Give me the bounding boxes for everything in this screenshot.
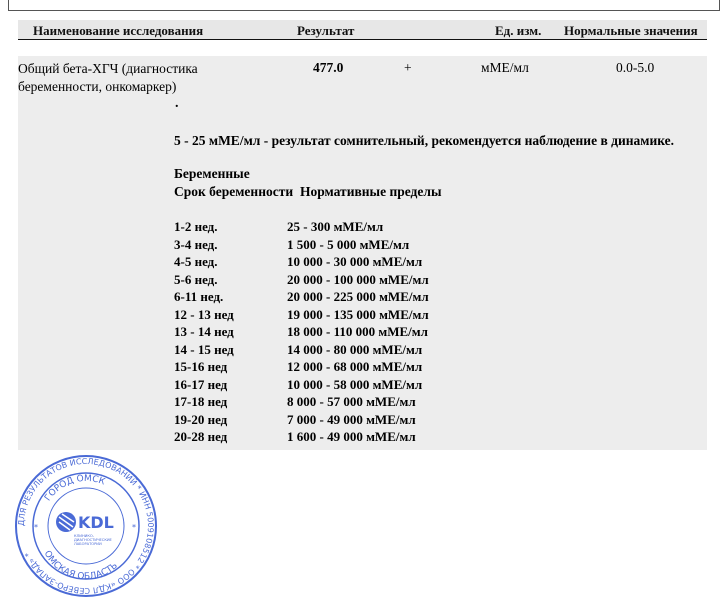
norm-range: 25 - 300 мМЕ/мл [287, 219, 384, 234]
header-name: Наименование исследования [33, 23, 204, 38]
column-term: Срок беременности [174, 184, 294, 199]
kdl-logo-icon [56, 512, 76, 532]
stamp-brand: KDL [78, 513, 114, 532]
stamp-inner-bottom: ОМСКАЯ ОБЛАСТЬ [41, 549, 120, 583]
stamp-sub3: ЛАБОРАТОРИИ [74, 542, 102, 546]
norm-range: 1 600 - 49 000 мМЕ/мл [287, 429, 416, 444]
test-name [18, 60, 218, 96]
norm-range: 18 000 - 110 000 мМЕ/мл [287, 324, 428, 339]
norm-range: 8 000 - 57 000 мМЕ/мл [287, 394, 416, 409]
stamp-sub2: ДИАГНОСТИЧЕСКИЕ [74, 538, 112, 542]
header-norm: Нормальные значения [564, 23, 698, 38]
norm-range: 20 000 - 225 000 мМЕ/мл [287, 289, 429, 304]
test-name-line2: беременности, онкомаркер) [18, 79, 177, 94]
norm-term: 17-18 нед [174, 394, 228, 409]
norm-term: 14 - 15 нед [174, 341, 234, 357]
bullet-dot: . [175, 96, 179, 111]
table-header [18, 20, 707, 40]
test-result: 477.0 [313, 60, 344, 75]
stamp-sub1: КЛИНИКО- [74, 534, 95, 538]
norm-range: 7 000 - 49 000 мМЕ/мл [287, 411, 416, 427]
norm-term: 16-17 нед [174, 376, 228, 392]
test-unit: мМЕ/мл [481, 60, 529, 75]
norm-range: 19 000 - 135 000 мМЕ/мл [287, 306, 429, 322]
norm-term: 3-4 нед. [174, 236, 218, 252]
norm-range: 1 500 - 5 000 мМЕ/мл [287, 236, 410, 252]
stamp-outer-text: ДЛЯ РЕЗУЛЬТАТОВ ИССЛЕДОВАНИЙ * ИНН 5009108512 * ООО «КДЛ СЕВЕРО-ЗАПАД» * [16, 456, 156, 596]
norm-term: 6-11 нед. [174, 289, 224, 304]
test-flag: + [404, 60, 412, 75]
column-limits: Нормативные пределы [300, 184, 442, 199]
header-result: Результат [297, 23, 355, 38]
test-name-line1: Общий бета-ХГЧ (диагностика [18, 61, 198, 76]
norm-term: 1-2 нед. [174, 219, 218, 234]
stamp-inner-top: ГОРОД ОМСК [43, 473, 107, 504]
norm-range: 14 000 - 80 000 мМЕ/мл [287, 341, 423, 357]
norm-range: 12 000 - 68 000 мМЕ/мл [287, 359, 423, 374]
norm-term: 5-6 нед. [174, 271, 218, 287]
norm-term: 15-16 нед [174, 359, 228, 374]
norm-range: 20 000 - 100 000 мМЕ/мл [287, 271, 429, 287]
norm-term: 20-28 нед [174, 429, 228, 444]
norm-term: 12 - 13 нед [174, 306, 234, 322]
stamp-star-right-icon: * [132, 523, 136, 532]
doubtful-note: 5 - 25 мМЕ/мл - результат сомнительный, рекомендуется наблюдение в динамике. [174, 133, 675, 148]
pregnant-title: Беременные [174, 166, 250, 181]
lab-stamp [12, 455, 160, 597]
top-frame [8, 0, 720, 11]
norm-term: 19-20 нед [174, 411, 228, 427]
norm-term: 13 - 14 нед [174, 324, 234, 339]
header-unit: Ед. изм. [495, 23, 542, 38]
norm-term: 4-5 нед. [174, 254, 218, 269]
norm-range: 10 000 - 58 000 мМЕ/мл [287, 376, 423, 392]
stamp-star-left-icon: * [34, 523, 38, 532]
norm-range: 10 000 - 30 000 мМЕ/мл [287, 254, 423, 269]
test-norm: 0.0-5.0 [616, 60, 655, 75]
